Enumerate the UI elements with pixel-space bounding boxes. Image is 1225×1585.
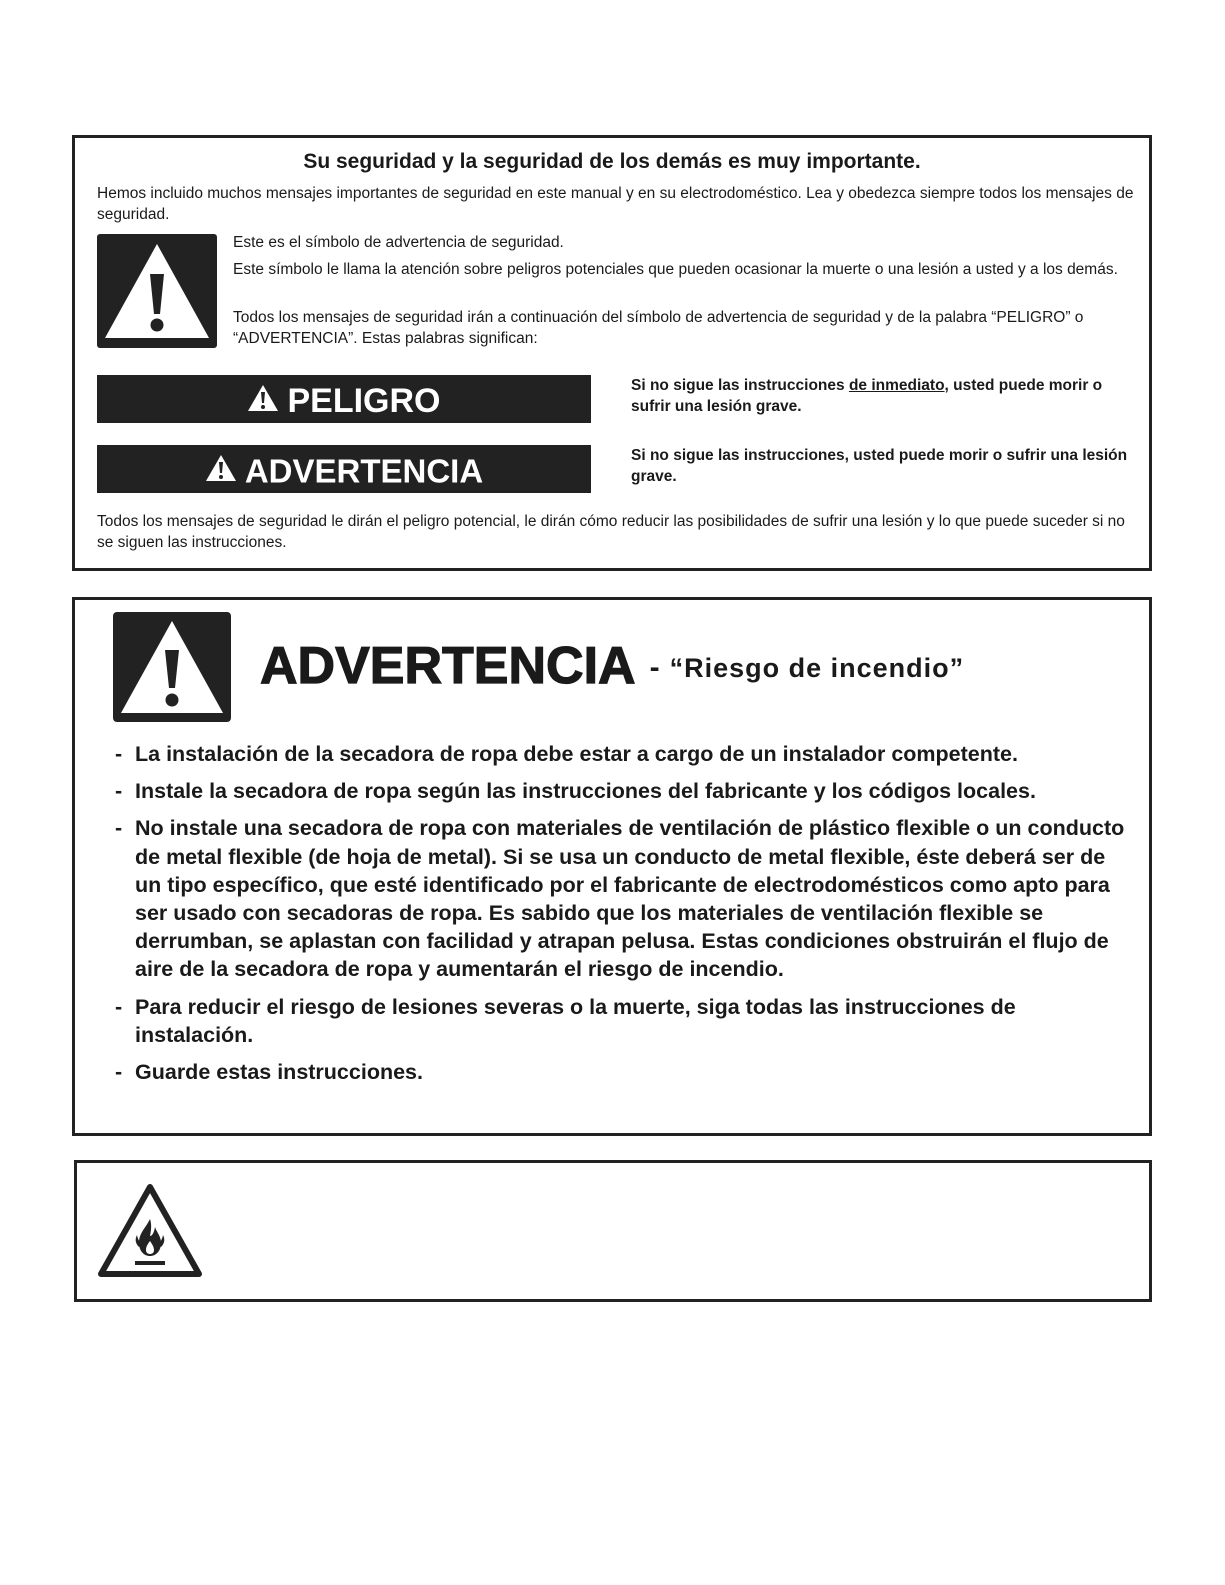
warning-subheading: “Riesgo de incendio” bbox=[669, 653, 965, 683]
list-item: - La instalación de la secadora de ropa debe estar a cargo de un instalador competente. bbox=[115, 742, 1018, 766]
symbol-description-1: Este es el símbolo de advertencia de seguridad. bbox=[233, 234, 564, 251]
peligro-signal-bar bbox=[97, 375, 591, 423]
fire-warning-box bbox=[72, 597, 1152, 1136]
safety-title: Su seguridad y la seguridad de los demás es muy importante. bbox=[303, 150, 921, 173]
warning-heading: ADVERTENCIA - “Riesgo de incendio” bbox=[260, 637, 965, 695]
list-item: - Para reducir el riesgo de lesiones severas o la muerte, siga todas las instrucciones de instalación. bbox=[115, 994, 1016, 1047]
symbol-description-2: Este símbolo le llama la atención sobre peligros potenciales que pueden ocasionar la muerte o una lesión a usted y a los demás. bbox=[233, 261, 1118, 278]
alert-triangle-icon bbox=[247, 384, 279, 412]
peligro-word: PELIGRO bbox=[287, 382, 441, 421]
safety-intro-box bbox=[72, 135, 1152, 571]
advertencia-word: ADVERTENCIA bbox=[244, 452, 484, 490]
safety-alert-symbol-icon bbox=[113, 612, 231, 722]
advertencia-signal-bar bbox=[97, 445, 591, 493]
peligro-description: Si no sigue las instrucciones de inmediato, usted puede morir o sufrir una lesión grave. bbox=[631, 377, 1103, 415]
warning-bullet-list bbox=[115, 740, 1135, 1095]
list-item: - Guarde estas instrucciones. bbox=[115, 1060, 423, 1085]
flammable-warning-icon bbox=[95, 1181, 205, 1281]
symbol-description-3: Todos los mensajes de seguridad irán a continuación del símbolo de advertencia de seguridad y de la palabra “PELIGRO” o “ADVERTENCIA”. Estas palabras significan: bbox=[233, 309, 1084, 347]
safety-alert-symbol-icon bbox=[97, 234, 217, 348]
alert-triangle-icon bbox=[205, 454, 237, 482]
flammable-box bbox=[74, 1160, 1152, 1302]
warning-heading-word: ADVERTENCIA bbox=[260, 637, 636, 695]
list-item: - No instale una secadora de ropa con materiales de ventilación de plástico flexible o un conducto de metal flexible (de hoja de metal). Si se usa un conducto de metal flexible, éste deberá ser de un tipo específico, que esté identificado por el fabricante de electrodomésticos como apto para ser usado con secadoras de ropa. Es sabido que los materiales de ventilación flexible se derrumban, se aplastan con facilidad y atrapan pelusa. Estas condiciones obstruirán el flujo de aire de la secadora de ropa y aumentarán el riesgo de incendio. bbox=[115, 816, 1125, 982]
safety-intro-text: Hemos incluido muchos mensajes importantes de seguridad en este manual y en su electrodoméstico. Lea y obedezca siempre todos los mensajes de seguridad. bbox=[97, 185, 1134, 223]
safety-outro-text: Todos los mensajes de seguridad le dirán el peligro potencial, le dirán cómo reducir las posibilidades de sufrir una lesión y lo que puede suceder si no se siguen las instrucciones. bbox=[97, 513, 1125, 551]
list-item: - Instale la secadora de ropa según las instrucciones del fabricante y los códigos locales. bbox=[115, 779, 1036, 804]
advertencia-description: Si no sigue las instrucciones, usted puede morir o sufrir una lesión grave. bbox=[631, 447, 1128, 485]
